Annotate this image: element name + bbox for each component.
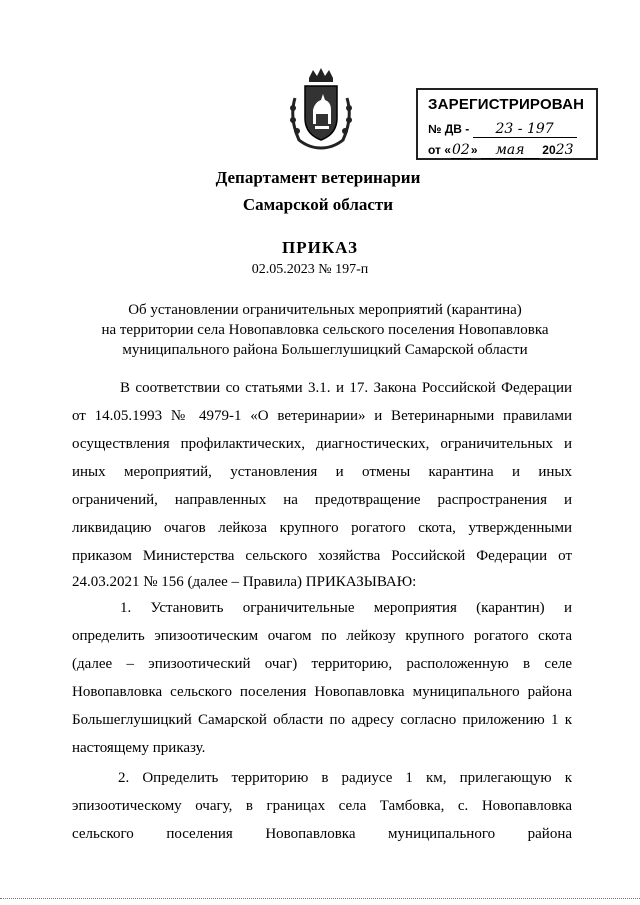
body-line: 1. Установить ограничительные мероприятия (карантин) и: [120, 600, 572, 616]
body-line: приказом Министерства сельского хозяйства Российской Федерации от: [72, 548, 572, 564]
stamp-date-prefix: от «: [428, 143, 451, 157]
page-bottom-divider: [0, 898, 640, 899]
body-line: ликвидацию очагов лейкоза крупного рогатого скота, утвержденными: [72, 520, 572, 536]
body-line: определить эпизоотическим очагом по лейкозу крупного рогатого скота: [72, 628, 572, 644]
stamp-number-prefix: № ДВ -: [428, 122, 470, 136]
body-line: от 14.05.1993 № 4979-1 «О ветеринарии» и Ветеринарными правилами: [72, 408, 572, 424]
body-line: 24.03.2021 № 156 (далее – Правила) ПРИКАЗЫВАЮ:: [72, 574, 417, 590]
body-line: настоящему приказу.: [72, 740, 206, 756]
body-line: Новопавловка сельского поселения Новопавловка муниципального района: [72, 684, 572, 700]
stamp-number-line: [428, 121, 577, 138]
order-date-number: 02.05.2023 № 197-п: [251, 262, 369, 277]
stamp-date-year-prefix: 20: [542, 143, 556, 157]
body-line: (далее – эпизоотический очаг) территорию, расположенную в селе: [72, 656, 572, 672]
department-name-line1: Департамент ветеринарии: [215, 168, 421, 187]
order-title: ПРИКАЗ: [282, 238, 358, 257]
subject-line: муниципального района Большеглушицкий Самарской области: [122, 342, 528, 358]
body-line: ограничений, направленных на предотвращение распространения и: [72, 492, 572, 508]
registration-stamp: [416, 88, 598, 160]
stamp-title: ЗАРЕГИСТРИРОВАН: [428, 96, 585, 113]
stamp-number-value: 23 - 197: [473, 121, 577, 138]
order-subject: [90, 300, 560, 360]
stamp-date-mid: »: [470, 143, 478, 157]
stamp-date-year-suffix: 23: [555, 142, 574, 158]
body-line: 2. Определить территорию в радиусе 1 км, прилегающую к: [118, 770, 572, 786]
department-name-line2: Самарской области: [242, 195, 394, 214]
subject-line: Об установлении ограничительных мероприятий (карантина): [128, 302, 522, 318]
body-line: В соответствии со статьями 3.1. и 17. Закона Российской Федерации: [120, 380, 572, 396]
samara-coat-of-arms-emblem: [285, 68, 357, 150]
stamp-date-month: мая: [481, 142, 539, 159]
body-line: осуществления профилактических, диагностических, ограничительных и: [72, 436, 572, 452]
body-line: сельского поселения Новопавловка муниципального района: [72, 826, 572, 842]
stamp-date-line: [428, 142, 573, 159]
body-line: эпизоотическому очагу, в границах села Тамбовка, с. Новопавловка: [72, 798, 572, 814]
stamp-date-day: 02: [452, 142, 470, 158]
body-line: Большеглушицкий Самарской области по адресу согласно приложению 1 к: [72, 712, 572, 728]
subject-line: на территории села Новопавловка сельского поселения Новопавловка: [101, 322, 549, 338]
body-line: иных мероприятий, установления и отмены карантина и иных: [72, 464, 572, 480]
